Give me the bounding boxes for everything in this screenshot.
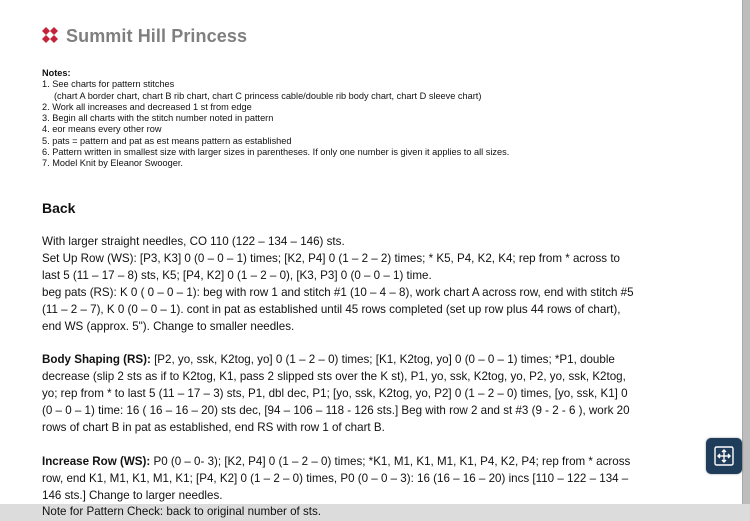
cast-on-paragraph: With larger straight needles, CO 110 (122 – 134 – 146) sts. [42,235,345,248]
increase-row-paragraph [42,454,637,505]
back-section-title: Back [42,200,76,216]
notes-heading: Notes: [42,68,71,78]
setup-row-paragraph: Set Up Row (WS): [P3, K3] 0 (0 – 0 – 1) times; [K2, P4] 0 (1 – 2 – 2) times; * K5, P4, K2, K4; rep from * across to last 5 (11 – 17 – 8) sts, K5; [P4, K2] 0 (1 – 2 – 0), [K3, P3] 0 (0 – 0 – 1) time. [42,251,620,282]
note-item: 1. See charts for pattern stitches [42,79,175,90]
note-item: (chart A border chart, chart B rib chart, chart C princess cable/double rib body chart, chart D sleeve chart) [54,90,482,101]
begin-pattern-paragraph: beg pats (RS): K 0 ( 0 – 0 – 1): beg with row 1 and stitch #1 (10 – 4 – 8), work chart A across row, end with stitch #5 (11 – 2 – 7), K 0 (0 – 0 – 1). cont in pat as established until 45 rows completed (set up row plus 44 rows of chart), end WS (approx. 5"). Change to smaller needles. [42,285,634,333]
pattern-check-note: Note for Pattern Check: back to original number of sts. [42,505,322,519]
note-item: 4. eor means every other row [42,124,162,135]
back-instructions [42,234,637,521]
increase-row-label: Increase Row (WS): [42,454,151,468]
expand-view-button[interactable] [706,438,742,474]
note-item: 7. Model Knit by Eleanor Swooger. [42,158,183,169]
page-title: Summit Hill Princess [66,25,248,46]
body-shaping-text: [P2, yo, ssk, K2tog, yo] 0 (1 – 2 – 0) times; [K1, K2tog, yo] 0 (0 – 0 – 1) times; *P1, double decrease (slip 2 sts as if to K2tog, K1, pass 2 slipped sts over the K st), P1, yo, ssk, K2tog, yo, P2, yo, ssk, K2tog, yo; rep from * to last 5 (11 – 17 – 3) sts, P1, dbl dec, P1; [yo, ssk, K2tog, yo, P2] 0 (1 – 2 – 0) times, [yo, ssk, K1] 0 (0 – 0 – 1) time: 16 ( 16 – 16 – 20) sts dec, [94 – 106 – 118 - 126 sts.] Beg with row 2 and st #3 (9 - 2 - 6 ), work 20 rows of chart B in pat as established, end RS with row 1 of chart B. [42,353,630,434]
document-header [42,24,247,48]
note-item: 5. pats = pattern and pat as est means pattern as established [42,135,292,146]
note-item: 2. Work all increases and decreased 1 st from edge [42,101,252,112]
body-shaping-label: Body Shaping (RS): [42,353,151,367]
note-item: 6. Pattern written in smallest size with larger sizes in parentheses. If only one number is given it applies to all sizes. [42,147,510,158]
vertical-scrollbar[interactable] [742,0,750,504]
note-item: 3. Begin all charts with the stitch number noted in pattern [42,113,274,124]
stitch-diamond-logo [42,27,60,45]
increase-row-text: P0 (0 – 0- 3); [K2, P4] 0 (1 – 2 – 0) times; *K1, M1, K1, M1, K1, P4, K2, P4; rep from * across row, end K1, M1, K1, M1, K1; [P4, K2] 0 (1 – 2 – 0) times, P0 (0 – 0 – 3): 16 (16 – 16 – 20) incs [110 – 122 – 134 – 146 sts.] Change to larger needles. [42,454,631,502]
expand-arrows-icon [712,444,736,468]
body-shaping-paragraph [42,352,637,437]
notes-section [42,68,732,170]
